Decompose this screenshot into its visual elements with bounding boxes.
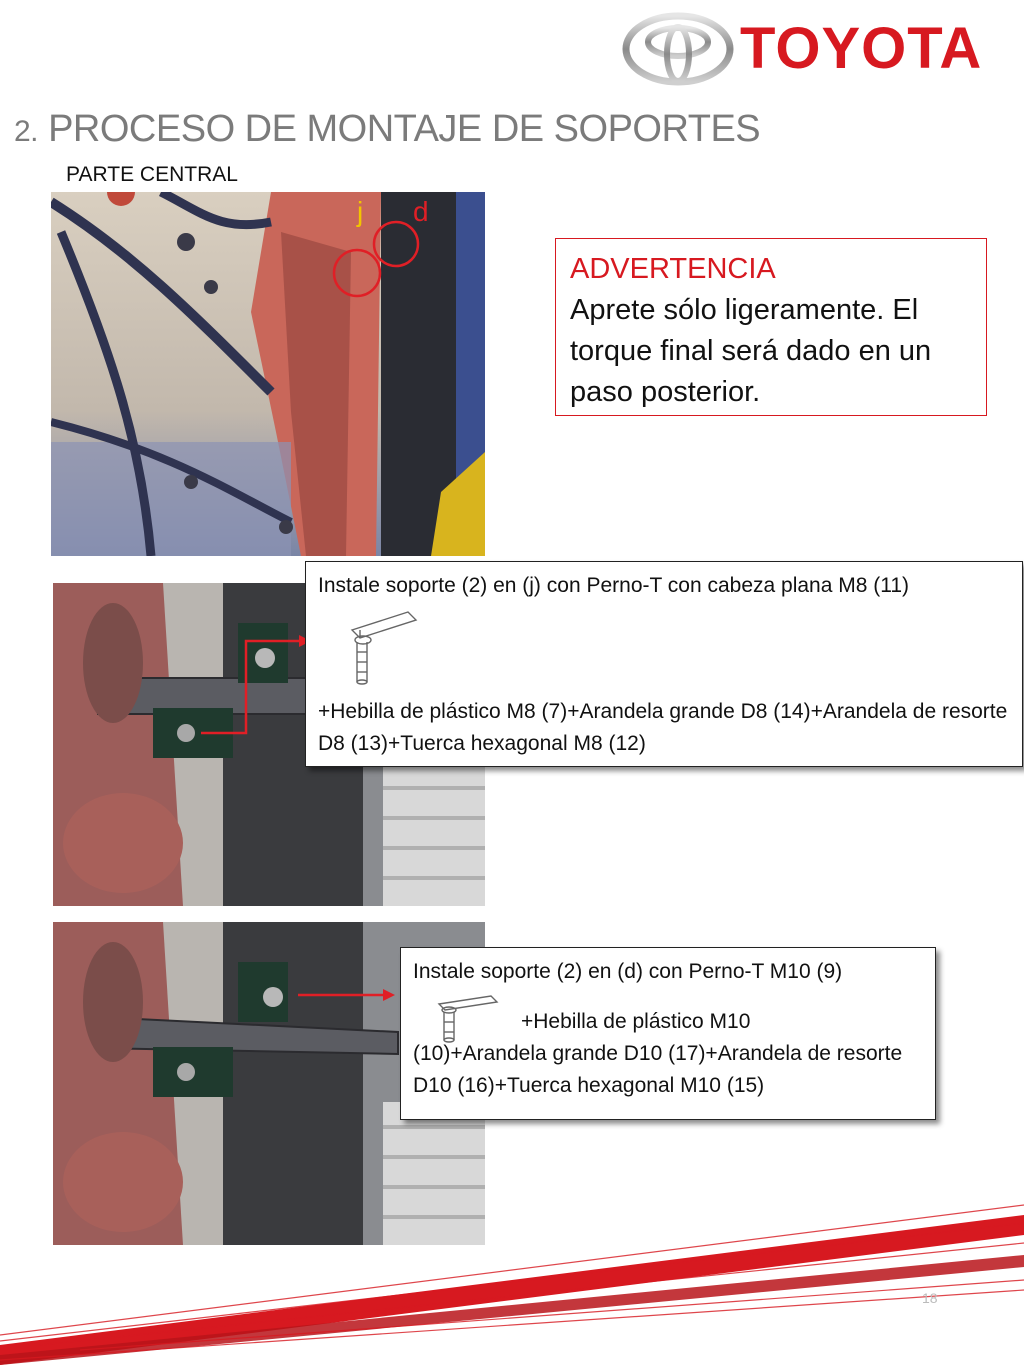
photo-central-part [51,192,485,556]
callout-bracket-d [400,947,936,1120]
warning-heading: ADVERTENCIA [570,253,776,285]
flat-head-t-bolt-icon [346,608,422,686]
warning-box [555,238,987,416]
callout-bracket-j [305,561,1023,767]
page-title [14,104,760,157]
title-text: PROCESO DE MONTAJE DE SOPORTES [38,108,761,150]
warning-text: Aprete sólo ligeramente. El torque final será dado en un paso posterior. [570,294,932,408]
label-j: j [357,196,364,227]
section-subtitle: PARTE CENTRAL [66,163,238,186]
footer-swoosh-decoration [0,1195,1024,1365]
t-bolt-icon [435,992,501,1044]
callout2-line2: +Hebilla de plástico M10 [521,1010,751,1033]
brand-name: TOYOTA [740,16,983,81]
page-number: 18 [922,1290,938,1306]
callout1-line1: Instale soporte (2) en (j) con Perno-T con cabeza plana M8 (11) [318,574,910,597]
toyota-emblem-icon [622,12,734,86]
label-d: d [413,196,429,227]
callout2-line1: Instale soporte (2) en (d) con Perno-T M10 (9) [413,960,843,983]
toyota-logo [622,12,1006,86]
callout2-line3: (10)+Arandela grande D10 (17)+Arandela de resorte D10 (16)+Tuerca hexagonal M10 (15) [413,1042,903,1097]
title-number: 2. [14,115,39,148]
callout1-line2: +Hebilla de plástico M8 (7)+Arandela grande D8 (14)+Arandela de resorte D8 (13)+Tuerca hexagonal M8 (12) [318,700,1008,755]
